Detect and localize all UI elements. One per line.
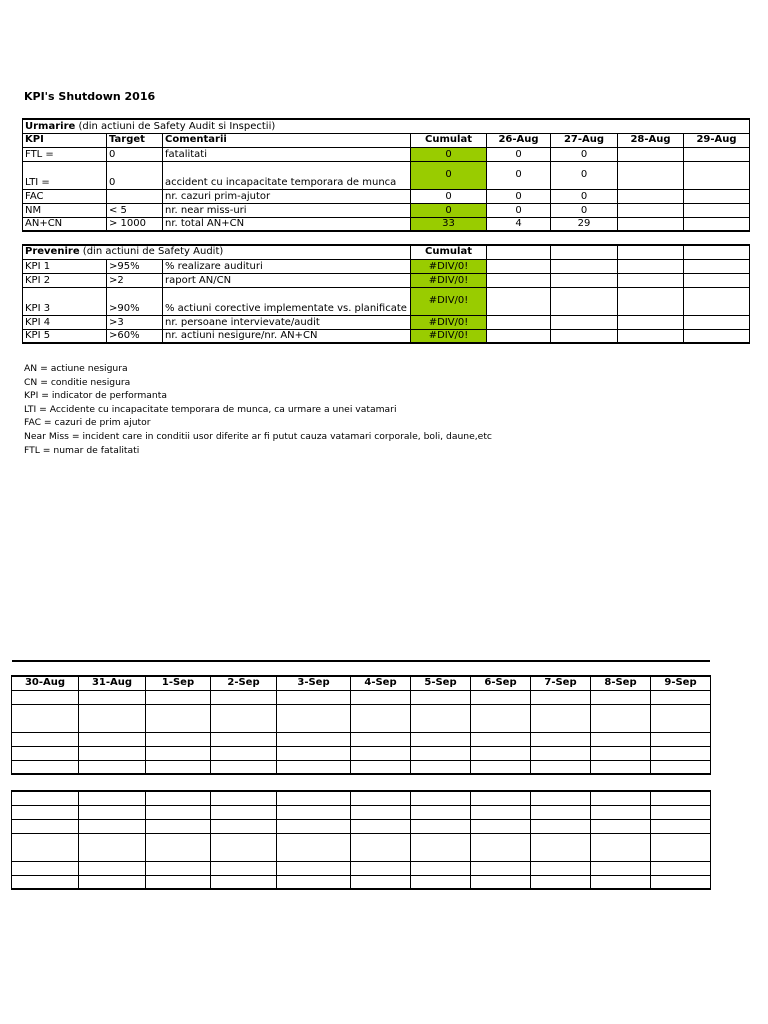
empty-cell [471,805,531,819]
empty-cell [487,273,551,287]
table-row [23,315,750,329]
empty-cell [531,833,591,861]
empty-cell [591,704,651,732]
cell-kpi: KPI 5 [23,329,107,343]
empty-cell [651,746,711,760]
empty-cell [551,245,618,259]
empty-cell [591,791,651,805]
cell-kpi: FAC [23,189,107,203]
cell-value: 0 [487,147,551,161]
empty-cell [277,704,351,732]
empty-cell [79,861,146,875]
empty-cell [23,231,750,245]
empty-cell [146,791,211,805]
empty-cell [12,760,79,774]
empty-cell [618,147,684,161]
kpi-table [22,118,750,344]
empty-cell [211,746,277,760]
empty-cell [79,833,146,861]
empty-cell [351,690,411,704]
cell-comment: nr. total AN+CN [163,217,411,231]
empty-cell [684,315,750,329]
cell-comment: nr. persoane intervievate/audit [163,315,411,329]
page-title: KPI's Shutdown 2016 [24,90,156,103]
empty-cell [684,329,750,343]
cell-cumulat: 0 [411,203,487,217]
empty-cell [651,791,711,805]
empty-cell [651,805,711,819]
empty-cell [211,732,277,746]
cell-kpi: KPI 4 [23,315,107,329]
cell-value: 0 [487,161,551,189]
cell-comment: nr. cazuri prim-ajutor [163,189,411,203]
empty-cell [211,805,277,819]
cell-cumulat: #DIV/0! [411,329,487,343]
cell-value: 29 [551,217,618,231]
empty-cell [277,760,351,774]
empty-cell [684,147,750,161]
empty-cell [591,833,651,861]
cell-target: 0 [107,147,163,161]
empty-cell [211,760,277,774]
cell-value: 0 [487,203,551,217]
empty-cell [79,791,146,805]
empty-cell [411,746,471,760]
cell-comment: accident cu incapacitate temporara de munca [163,161,411,189]
table-row [23,161,750,189]
empty-cell [411,791,471,805]
empty-cell [146,819,211,833]
cell-cumulat: #DIV/0! [411,315,487,329]
table-row [23,273,750,287]
empty-cell [591,805,651,819]
urmarire-heading-sub: (din actiuni de Safety Audit si Inspectii) [75,120,276,132]
empty-cell [79,704,146,732]
empty-cell [211,791,277,805]
col-cumulat: Cumulat [411,245,487,259]
empty-cell [23,119,750,133]
empty-cell [591,875,651,889]
continuation-table-lower [11,790,711,890]
empty-cell [23,245,411,259]
empty-cell [618,203,684,217]
cell-kpi: KPI 3 [23,287,107,315]
cell-value: 0 [551,189,618,203]
cell-target: >60% [107,329,163,343]
cell-target: >2 [107,273,163,287]
col-target: Target [107,133,163,147]
col-date: 30-Aug [12,676,79,690]
empty-cell [651,861,711,875]
date-header-row [12,676,711,690]
empty-cell [411,732,471,746]
col-date: 8-Sep [591,676,651,690]
prevenire-heading: Prevenire [25,246,80,258]
table-row [12,791,711,805]
cell-kpi: LTI = [23,161,107,189]
empty-cell [411,704,471,732]
col-date: 1-Sep [146,676,211,690]
table-row [12,819,711,833]
table-row [12,805,711,819]
cell-target: 0 [107,161,163,189]
cell-cumulat: 0 [411,161,487,189]
col-date: 6-Sep [471,676,531,690]
col-date: 26-Aug [487,133,551,147]
empty-cell [146,760,211,774]
table-row [12,690,711,704]
cell-target: > 1000 [107,217,163,231]
empty-cell [471,746,531,760]
empty-cell [411,690,471,704]
empty-cell [684,203,750,217]
empty-cell [684,217,750,231]
empty-cell [79,805,146,819]
col-date: 28-Aug [618,133,684,147]
empty-cell [531,732,591,746]
table-row [23,147,750,161]
cell-value: 4 [487,217,551,231]
empty-cell [591,861,651,875]
empty-cell [277,805,351,819]
empty-cell [146,833,211,861]
cell-target: < 5 [107,203,163,217]
empty-cell [277,746,351,760]
empty-cell [277,861,351,875]
empty-cell [531,875,591,889]
empty-cell [651,732,711,746]
empty-cell [471,690,531,704]
note-line: FTL = numar de fatalitati [24,444,140,456]
table-row [23,189,750,203]
empty-cell [531,861,591,875]
empty-cell [551,287,618,315]
col-kpi: KPI [23,133,107,147]
col-date: 5-Sep [411,676,471,690]
empty-cell [351,760,411,774]
empty-cell [277,875,351,889]
empty-cell [211,833,277,861]
empty-cell [351,875,411,889]
col-date: 7-Sep [531,676,591,690]
empty-cell [684,287,750,315]
empty-cell [12,791,79,805]
col-date: 3-Sep [277,676,351,690]
col-date: 4-Sep [351,676,411,690]
empty-cell [531,760,591,774]
empty-cell [487,245,551,259]
empty-cell [531,704,591,732]
empty-cell [411,861,471,875]
table-row [23,259,750,273]
empty-cell [651,875,711,889]
empty-cell [146,805,211,819]
col-date: 31-Aug [79,676,146,690]
empty-cell [684,259,750,273]
cell-comment: nr. near miss-uri [163,203,411,217]
empty-cell [351,732,411,746]
empty-cell [651,760,711,774]
empty-cell [351,805,411,819]
empty-cell [651,833,711,861]
note-line: LTI = Accidente cu incapacitate temporara de munca, ca urmare a unei vatamari [24,403,397,415]
empty-cell [618,161,684,189]
notes-legend [24,362,492,457]
empty-cell [12,805,79,819]
empty-cell [351,746,411,760]
empty-cell [591,732,651,746]
table-row [23,287,750,315]
empty-cell [277,833,351,861]
empty-cell [618,259,684,273]
empty-cell [618,287,684,315]
cell-comment: fatalitati [163,147,411,161]
empty-cell [12,746,79,760]
empty-cell [79,732,146,746]
empty-cell [487,287,551,315]
empty-cell [79,875,146,889]
empty-cell [79,746,146,760]
empty-cell [651,819,711,833]
table-row [12,760,711,774]
cell-target: >90% [107,287,163,315]
empty-cell [146,732,211,746]
cell-cumulat: 0 [411,189,487,203]
empty-cell [411,805,471,819]
cell-kpi: AN+CN [23,217,107,231]
empty-cell [79,819,146,833]
spacer-row [23,231,750,245]
empty-cell [591,690,651,704]
empty-cell [531,690,591,704]
empty-cell [618,329,684,343]
cell-comment: % actiuni corective implementate vs. planificate [163,287,411,315]
col-cumulat: Cumulat [411,133,487,147]
col-date: 2-Sep [211,676,277,690]
prevenire-heading-sub: (din actiuni de Safety Audit) [79,246,224,258]
empty-cell [531,819,591,833]
cell-cumulat: 0 [411,147,487,161]
empty-cell [12,875,79,889]
empty-cell [12,704,79,732]
empty-cell [277,732,351,746]
cell-kpi: FTL = [23,147,107,161]
empty-cell [12,732,79,746]
cell-comment: raport AN/CN [163,273,411,287]
empty-cell [684,189,750,203]
cell-value: 0 [551,147,618,161]
col-comentarii: Comentarii [163,133,411,147]
cell-target: >95% [107,259,163,273]
empty-cell [487,315,551,329]
empty-cell [591,819,651,833]
empty-cell [684,245,750,259]
empty-cell [551,273,618,287]
table-row [12,875,711,889]
empty-cell [12,690,79,704]
note-line: FAC = cazuri de prim ajutor [24,417,151,429]
empty-cell [411,760,471,774]
empty-cell [471,760,531,774]
cell-comment: % realizare audituri [163,259,411,273]
cell-value: 0 [551,161,618,189]
divider-line [12,660,710,662]
table-row [12,732,711,746]
table-row [12,861,711,875]
empty-cell [471,875,531,889]
empty-cell [277,690,351,704]
cell-value: 0 [487,189,551,203]
empty-cell [651,690,711,704]
empty-cell [12,833,79,861]
cell-cumulat: #DIV/0! [411,259,487,273]
empty-cell [79,760,146,774]
empty-cell [351,861,411,875]
empty-cell [551,259,618,273]
empty-cell [411,875,471,889]
empty-cell [351,791,411,805]
empty-cell [551,315,618,329]
empty-cell [146,690,211,704]
empty-cell [618,273,684,287]
empty-cell [351,833,411,861]
empty-cell [12,819,79,833]
empty-cell [471,732,531,746]
cell-kpi: NM [23,203,107,217]
col-date: 29-Aug [684,133,750,147]
cell-target [107,189,163,203]
empty-cell [211,861,277,875]
urmarire-column-header [23,133,750,147]
note-line: Near Miss = incident care in conditii usor diferite ar fi putut cauza vatamari corporale, boli, daune,etc [24,430,492,442]
empty-cell [618,217,684,231]
empty-cell [211,819,277,833]
cell-target: >3 [107,315,163,329]
empty-cell [211,704,277,732]
empty-cell [12,861,79,875]
col-date: 9-Sep [651,676,711,690]
urmarire-section-header [23,119,750,133]
empty-cell [277,819,351,833]
cell-kpi: KPI 2 [23,273,107,287]
continuation-table-upper [11,675,711,775]
empty-cell [618,245,684,259]
cell-comment: nr. actiuni nesigure/nr. AN+CN [163,329,411,343]
empty-cell [411,819,471,833]
empty-cell [531,805,591,819]
cell-kpi: KPI 1 [23,259,107,273]
empty-cell [651,704,711,732]
empty-cell [591,760,651,774]
empty-cell [591,746,651,760]
note-line: CN = conditie nesigura [24,376,131,388]
empty-cell [487,329,551,343]
empty-cell [277,791,351,805]
urmarire-heading: Urmarire [25,120,76,132]
empty-cell [684,161,750,189]
note-line: AN = actiune nesigura [24,363,128,374]
note-line: KPI = indicator de performanta [24,390,167,402]
empty-cell [471,819,531,833]
empty-cell [146,704,211,732]
col-date: 27-Aug [551,133,618,147]
table-row [23,329,750,343]
empty-cell [551,329,618,343]
empty-cell [471,704,531,732]
empty-cell [211,690,277,704]
cell-cumulat: #DIV/0! [411,287,487,315]
empty-cell [351,704,411,732]
empty-cell [471,833,531,861]
empty-cell [487,259,551,273]
table-row [23,217,750,231]
empty-cell [471,861,531,875]
empty-cell [618,315,684,329]
table-row [12,704,711,732]
table-row [12,833,711,861]
table-row [23,203,750,217]
empty-cell [531,746,591,760]
empty-cell [411,833,471,861]
empty-cell [618,189,684,203]
empty-cell [211,875,277,889]
empty-cell [146,861,211,875]
cell-cumulat: 33 [411,217,487,231]
empty-cell [351,819,411,833]
empty-cell [684,273,750,287]
empty-cell [531,791,591,805]
cell-cumulat: #DIV/0! [411,273,487,287]
prevenire-section-header [23,245,750,259]
empty-cell [471,791,531,805]
cell-value: 0 [551,203,618,217]
table-row [12,746,711,760]
empty-cell [79,690,146,704]
empty-cell [146,746,211,760]
empty-cell [146,875,211,889]
